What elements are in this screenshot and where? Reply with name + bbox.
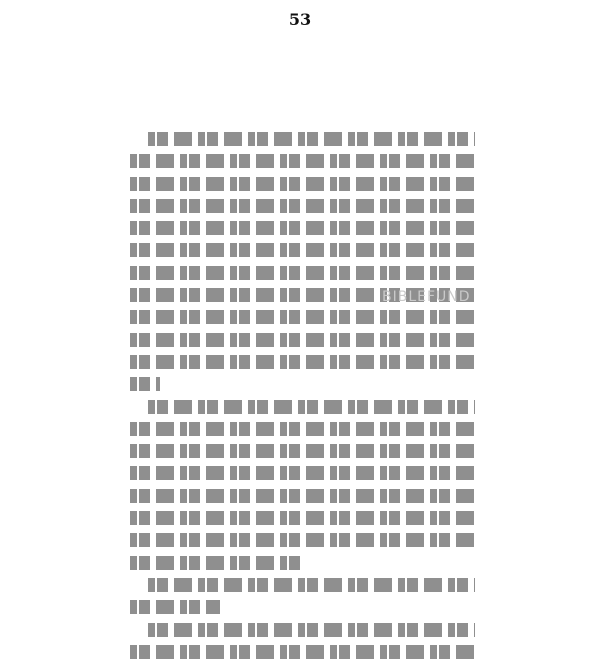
text-line [148,132,475,146]
text-line [130,333,475,347]
text-line [130,556,300,570]
page-number: 53 [288,10,312,29]
text-line [130,422,475,436]
text-line [130,243,475,257]
text-line [148,400,475,414]
text-line [130,511,475,525]
text-line [130,600,220,614]
watermark: BIBLEFUND [382,289,471,305]
text-line [130,489,475,503]
text-line [130,355,475,369]
text-line [130,199,475,213]
text-line [130,221,475,235]
text-line [130,266,475,280]
text-line [130,645,475,659]
text-line [130,377,160,391]
text-line [148,623,475,637]
text-line [130,466,475,480]
text-line [130,177,475,191]
body-text [130,132,475,582]
text-line [130,154,475,168]
text-line [130,444,475,458]
text-line [130,310,475,324]
text-line [130,533,475,547]
text-line [148,578,475,592]
